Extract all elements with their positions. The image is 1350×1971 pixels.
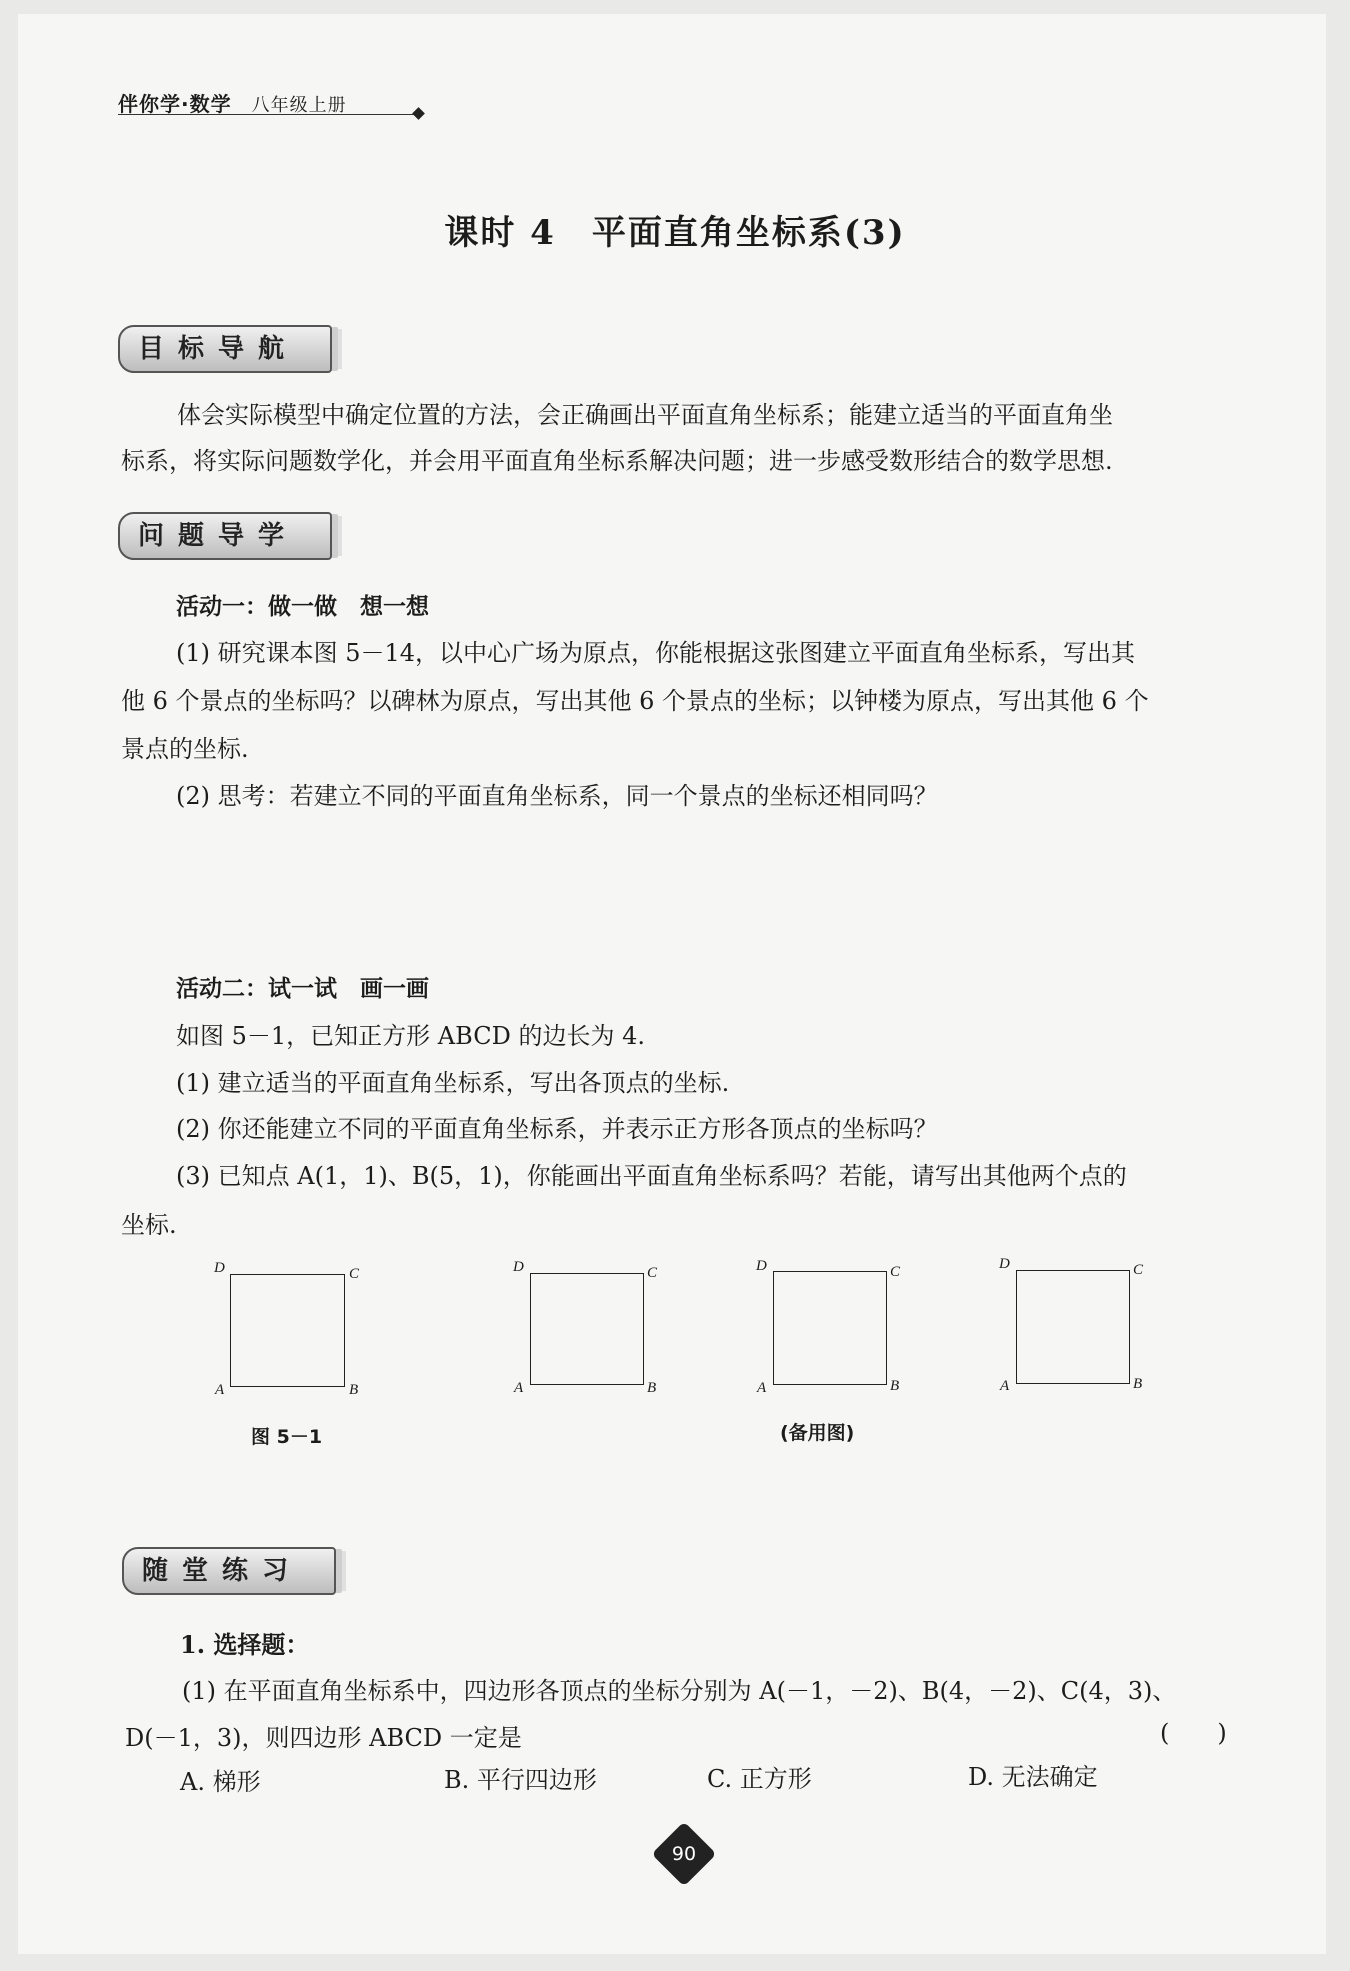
header-rule xyxy=(118,114,420,115)
vertex-label-c: C xyxy=(890,1264,901,1280)
option-d: D. 无法确定 xyxy=(968,1763,1098,1791)
vertex-label-c: C xyxy=(349,1266,360,1282)
vertex-label-a: A xyxy=(215,1382,225,1398)
vertex-label-b: B xyxy=(647,1380,657,1396)
square-abcd xyxy=(230,1274,345,1387)
vertex-label-d: D xyxy=(756,1258,767,1274)
practice-q-heading: 1. 选择题： xyxy=(180,1630,310,1659)
vertex-label-a: A xyxy=(514,1380,524,1396)
activity2-q3-line-2: 坐标. xyxy=(121,1211,177,1239)
grade-label: 八年级上册 xyxy=(251,95,347,116)
book-header xyxy=(118,88,347,117)
activity1-heading: 活动一：做一做 想一想 xyxy=(176,594,429,620)
goals-line-2: 标系，将实际问题数学化，并会用平面直角坐标系解决问题；进一步感受数形结合的数学思想. xyxy=(121,447,1113,475)
option-b: B. 平行四边形 xyxy=(444,1766,597,1794)
activity2-q3-line-1: (3) 已知点 A(1，1)、B(5，1)，你能画出平面直角坐标系吗？若能，请写出其他两个点的 xyxy=(176,1162,1127,1190)
spare-square-2 xyxy=(773,1271,887,1385)
vertex-label-b: B xyxy=(349,1382,359,1398)
vertex-label-b: B xyxy=(890,1378,900,1394)
answer-blank: ( ) xyxy=(1160,1719,1227,1747)
goals-line-1: 体会实际模型中确定位置的方法，会正确画出平面直角坐标系；能建立适当的平面直角坐 xyxy=(177,401,1113,429)
spare-square-3 xyxy=(1016,1270,1130,1384)
vertex-label-c: C xyxy=(647,1265,658,1281)
activity1-q1-line-2: 他 6 个景点的坐标吗？以碑林为原点，写出其他 6 个景点的坐标；以钟楼为原点，写出其他 6 个 xyxy=(121,687,1149,715)
lesson-number: 课时 4 xyxy=(444,213,556,253)
vertex-label-a: A xyxy=(757,1380,767,1396)
spare-square-1 xyxy=(530,1273,644,1385)
page-number: 90 xyxy=(671,1843,697,1865)
vertex-label-b: B xyxy=(1133,1376,1143,1392)
activity1-q1-line-1: (1) 研究课本图 5－14，以中心广场为原点，你能根据这张图建立平面直角坐标系，写出其 xyxy=(176,639,1136,667)
activity2-q1: (1) 建立适当的平面直角坐标系，写出各顶点的坐标. xyxy=(176,1069,730,1097)
activity2-heading: 活动二：试一试 画一画 xyxy=(176,976,429,1002)
vertex-label-d: D xyxy=(513,1259,524,1275)
vertex-label-c: C xyxy=(1133,1262,1144,1278)
vertex-label-a: A xyxy=(1000,1378,1010,1394)
section-badge-guide: 问题导学 xyxy=(118,512,332,560)
vertex-label-d: D xyxy=(999,1256,1010,1272)
lesson-title xyxy=(0,205,1350,254)
figure-caption: 图 5－1 xyxy=(251,1426,323,1448)
activity1-q2: (2) 思考：若建立不同的平面直角坐标系，同一个景点的坐标还相同吗？ xyxy=(176,782,938,810)
practice-q1-line-1: (1) 在平面直角坐标系中，四边形各顶点的坐标分别为 A(－1，－2)、B(4，－2)、C(4，3)、 xyxy=(182,1677,1177,1705)
option-c: C. 正方形 xyxy=(707,1765,812,1793)
section-badge-practice: 随堂练习 xyxy=(122,1547,336,1595)
activity1-q1-line-3: 景点的坐标. xyxy=(121,735,249,763)
series-name: 伴你学·数学 xyxy=(118,92,232,116)
activity2-intro: 如图 5－1，已知正方形 ABCD 的边长为 4. xyxy=(176,1022,645,1050)
goals-text xyxy=(121,392,1241,484)
lesson-topic: 平面直角坐标系(3) xyxy=(591,213,906,253)
vertex-label-d: D xyxy=(214,1260,225,1276)
spare-figure-caption: (备用图) xyxy=(780,1422,855,1444)
section-badge-goals: 目标导航 xyxy=(118,325,332,373)
activity2-q2: (2) 你还能建立不同的平面直角坐标系，并表示正方形各顶点的坐标吗？ xyxy=(176,1115,938,1143)
option-a: A. 梯形 xyxy=(180,1768,261,1796)
practice-q1-line-2: D(－1，3)，则四边形 ABCD 一定是 xyxy=(125,1724,522,1752)
